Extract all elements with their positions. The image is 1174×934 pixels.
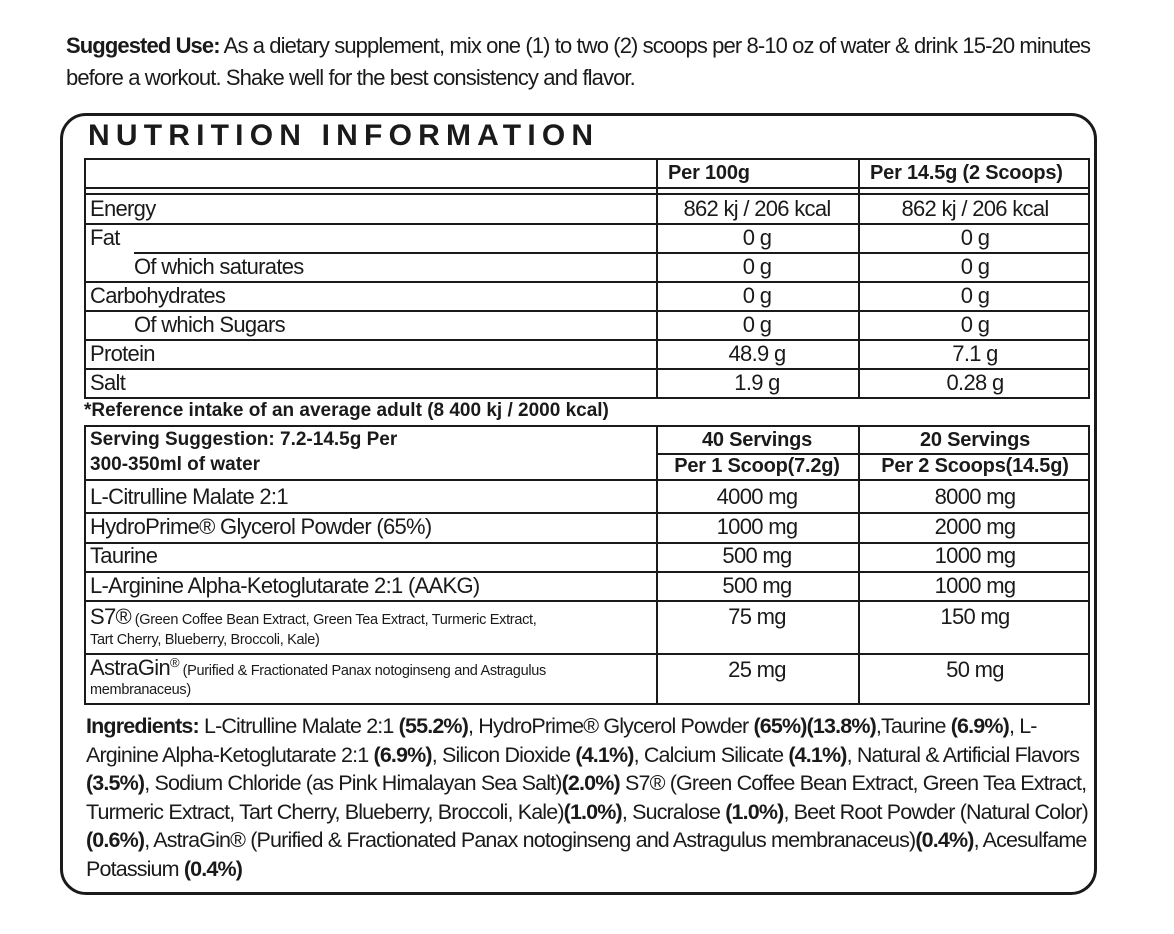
ingredient-name: , HydroPrime® Glycerol Powder <box>468 714 754 738</box>
nutrient-value-per100: 862 kj / 206 kcal <box>683 196 831 221</box>
active-value-1-scoop: 500 mg <box>722 543 792 568</box>
table-rule <box>84 425 1090 427</box>
suggested-use-paragraph <box>66 30 1126 94</box>
astragin-description-cont: membranaceus) <box>90 682 191 698</box>
table-rule <box>84 193 1090 195</box>
col-header-per-serving: Per 14.5g (2 Scoops) <box>870 162 1063 184</box>
table-rule <box>84 425 86 703</box>
active-value-1-scoop: 75 mg <box>728 604 786 629</box>
active-value-1-scoop: 25 mg <box>728 657 786 682</box>
col-header-per-100g: Per 100g <box>668 162 750 184</box>
ingredient-percentage: (1.0%) <box>725 799 784 824</box>
ingredient-percentage: (4.1%) <box>788 742 847 767</box>
astragin-reg-mark: ® <box>169 655 179 670</box>
ingredient-name: , Natural & Artificial Flavors <box>846 742 1080 767</box>
nutrient-label-saturates: Of which saturates <box>134 254 304 279</box>
suggested-use-text: As a dietary supplement, mix one (1) to two (2) scoops per 8-10 oz of water & drink 15-20 minutes before a workout. Shake well for the best consistency and flavor. <box>66 33 1091 90</box>
ingredient-name: ,Taurine <box>875 714 951 738</box>
nutrient-value-serving: 0 g <box>960 283 990 308</box>
ingredient-percentage: (0.6%) <box>86 828 145 852</box>
active-label-hydroprime: HydroPrime® Glycerol Powder (65%) <box>90 514 432 539</box>
nutrient-value-per100: 1.9 g <box>734 370 780 395</box>
active-value-2-scoops: 150 mg <box>940 604 1010 629</box>
astragin-description: (Purified & Fractionated Panax notoginseng and Astragulus <box>178 663 546 679</box>
ingredient-percentage: (55.2%) <box>398 714 469 738</box>
table-rule <box>84 703 1090 705</box>
table-rule <box>84 600 1090 602</box>
table-rule <box>84 158 1090 160</box>
nutrient-label-carbohydrates: Carbohydrates <box>90 283 226 308</box>
ingredients-label: Ingredients: <box>86 714 199 738</box>
ingredient-percentage: (6.9%) <box>950 714 1009 738</box>
ingredient-percentage: (6.9%) <box>373 742 432 767</box>
ingredients-list <box>86 714 1088 881</box>
active-label-astragin <box>90 655 546 681</box>
active-label-citrulline: L-Citrulline Malate 2:1 <box>90 484 288 509</box>
active-label-s7 <box>90 604 537 630</box>
suggested-use-label: Suggested Use: <box>66 33 220 58</box>
ingredient-percentage: (3.5%) <box>86 771 145 795</box>
nutrient-label-salt: Salt <box>90 370 126 395</box>
s7-description-cont: Tart Cherry, Blueberry, Broccoli, Kale) <box>90 632 320 648</box>
ingredient-percentage: (4.1%) <box>575 742 634 767</box>
table-rule <box>84 479 1090 481</box>
nutrient-value-serving: 0 g <box>960 225 990 250</box>
ingredient-name: , Sucralose <box>621 799 726 824</box>
ingredient-name: , L-Arginine Alpha-Ketoglutarate 2:1 <box>86 714 1037 767</box>
active-label-taurine: Taurine <box>90 543 158 568</box>
nutrition-title: NUTRITION INFORMATION <box>88 119 600 152</box>
nutrient-value-per100: 0 g <box>742 254 772 279</box>
active-value-2-scoops: 8000 mg <box>934 484 1016 509</box>
nutrient-value-per100: 0 g <box>742 283 772 308</box>
ingredient-percentage: (0.4%) <box>915 828 974 852</box>
nutrient-value-per100: 0 g <box>742 312 772 337</box>
ingredient-name: , AstraGin® (Purified & Fractionated Panax notoginseng and Astragulus membranaceus) <box>144 828 916 852</box>
active-value-1-scoop: 500 mg <box>722 573 792 598</box>
table-rule <box>84 158 86 397</box>
ingredient-name: , Beet Root Powder (Natural Color) <box>783 799 1088 824</box>
ingredient-percentage: (2.0%) <box>561 771 620 795</box>
ingredient-name: , Calcium Silicate <box>633 742 789 767</box>
nutrient-label-fat: Fat <box>90 225 120 250</box>
reference-intake-note: *Reference intake of an average adult (8 400 kj / 2000 kcal) <box>84 400 609 421</box>
nutrient-value-serving: 0 g <box>960 312 990 337</box>
active-value-2-scoops: 2000 mg <box>934 514 1016 539</box>
col-header-servings-20: 20 Servings <box>919 429 1031 451</box>
ingredient-percentage: (0.4%) <box>183 856 243 881</box>
active-value-2-scoops: 1000 mg <box>934 543 1016 568</box>
col-header-per-2-scoops: Per 2 Scoops(14.5g) <box>881 455 1069 477</box>
ingredient-name: S7® (Green Coffee Bean Extract, Green Tea Extract, Turmeric Extract, Tart Cherry, Blueberry, Broccoli, Kale) <box>86 771 1087 824</box>
table-rule <box>84 187 1090 189</box>
nutrient-value-serving: 862 kj / 206 kcal <box>901 196 1049 221</box>
active-value-1-scoop: 4000 mg <box>716 484 798 509</box>
s7-description: (Green Coffee Bean Extract, Green Tea Extract, Turmeric Extract, <box>131 612 537 628</box>
active-value-1-scoop: 1000 mg <box>716 514 798 539</box>
serving-suggestion-line1: Serving Suggestion: 7.2-14.5g Per <box>90 429 398 450</box>
active-value-2-scoops: 1000 mg <box>934 573 1016 598</box>
ingredient-name: , Acesulfame Potassium <box>86 828 1087 881</box>
active-value-2-scoops: 50 mg <box>946 657 1004 682</box>
s7-name: S7® <box>90 604 132 629</box>
active-label-aakg: L-Arginine Alpha-Ketoglutarate 2:1 (AAKG) <box>90 573 480 598</box>
ingredient-name: L-Citrulline Malate 2:1 <box>198 714 399 738</box>
ingredient-name: , Silicon Dioxide <box>431 742 576 767</box>
nutrient-value-per100: 0 g <box>742 225 772 250</box>
nutrient-value-per100: 48.9 g <box>728 341 786 366</box>
nutrient-label-protein: Protein <box>90 341 155 366</box>
nutrient-label-energy: Energy <box>90 196 156 221</box>
nutrient-label-sugars: Of which Sugars <box>134 312 285 337</box>
serving-suggestion-line2: 300-350ml of water <box>90 454 261 475</box>
ingredients-paragraph <box>86 712 1091 883</box>
ingredient-name: , Sodium Chloride (as Pink Himalayan Sea Salt) <box>144 771 562 795</box>
nutrient-value-serving: 0.28 g <box>946 370 1004 395</box>
nutrient-value-serving: 0 g <box>960 254 990 279</box>
col-header-servings-40: 40 Servings <box>701 429 813 451</box>
nutrient-value-serving: 7.1 g <box>952 341 998 366</box>
table-rule <box>84 397 1090 399</box>
astragin-name: AstraGin <box>90 655 170 680</box>
col-header-per-1-scoop: Per 1 Scoop(7.2g) <box>674 455 840 477</box>
ingredient-percentage: (65%)(13.8%) <box>753 714 876 738</box>
ingredient-percentage: (1.0%) <box>563 799 622 824</box>
